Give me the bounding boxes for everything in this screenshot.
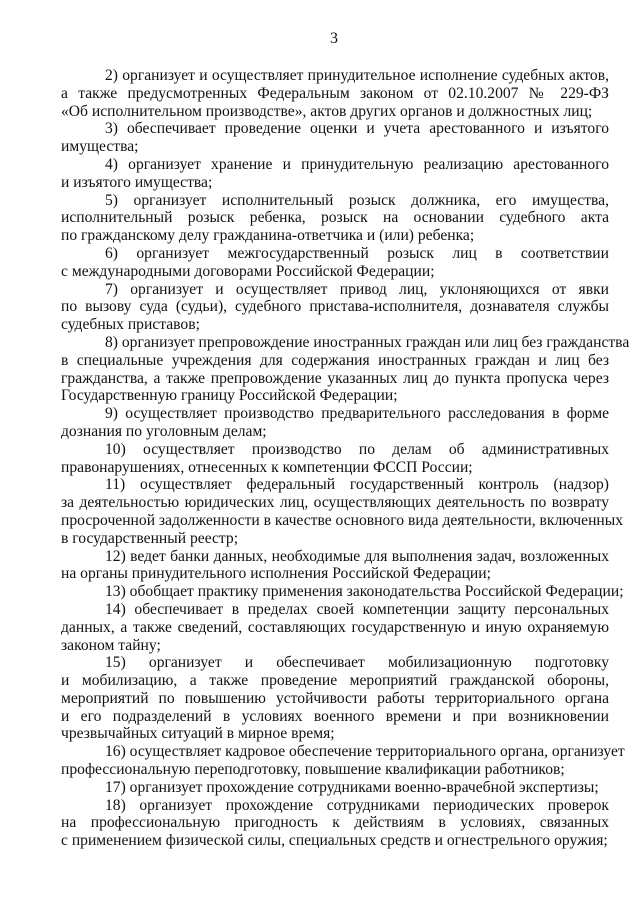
text-line: исполнительный розыск ребенка, розыск на основании судебного акта — [61, 209, 609, 227]
text-line: 11) осуществляет федеральный государственный контроль (надзор) — [105, 476, 609, 494]
text-line: 3) обеспечивает проведение оценки и учета арестованного и изъятого — [105, 120, 609, 138]
text-line: имущества; — [61, 138, 139, 156]
text-line: 2) организует и осуществляет принудительное исполнение судебных актов, — [105, 67, 609, 84]
list-item — [61, 67, 609, 120]
text-line: мероприятий по повышению устойчивости работы территориального органа — [61, 689, 609, 707]
text-line: Государственную границу Российской Федерации; — [61, 387, 398, 405]
list-item — [61, 654, 609, 743]
text-line: 10) осуществляет производство по делам об административных — [105, 440, 609, 458]
list-item — [61, 281, 609, 334]
text-line: данных, а также сведений, составляющих государственную и иную охраняемую — [61, 618, 609, 636]
list-item — [61, 583, 624, 601]
list-item — [61, 120, 609, 156]
text-line: просроченной задолженности в качестве основного вида деятельности, включенных — [61, 511, 624, 529]
text-line: по гражданскому делу гражданина-ответчика и (или) ребенка; — [61, 227, 475, 245]
page-number: 3 — [330, 30, 338, 47]
text-line: по вызову суда (судьи), судебного пристава-исполнителя, дознавателя службы — [61, 298, 609, 316]
text-line: 5) организует исполнительный розыск должника, его имущества, — [105, 191, 609, 209]
text-line: 7) организует и осуществляет привод лиц, уклоняющихся от явки — [105, 280, 609, 298]
text-line: на профессиональную пригодность к действиям в условиях, связанных — [61, 814, 609, 832]
text-line: 6) организует межгосударственный розыск лиц в соответствии — [105, 244, 609, 262]
text-line: в государственный реестр; — [61, 529, 239, 547]
text-line: 4) организует хранение и принудительную реализацию арестованного — [105, 155, 609, 173]
text-line: с международными договорами Российской Федерации; — [61, 262, 435, 280]
list-item — [61, 192, 609, 245]
list-item — [61, 245, 609, 281]
text-line: 15) организует и обеспечивает мобилизационную подготовку — [105, 654, 609, 672]
text-line: 17) организует прохождение сотрудниками военно-врачебной экспертизы; — [105, 778, 599, 796]
text-line: 12) ведет банки данных, необходимые для выполнения задач, возложенных — [105, 547, 609, 565]
document-body — [61, 67, 630, 850]
list-item — [61, 441, 609, 477]
text-line: правонарушениях, отнесенных к компетенции ФССП России; — [61, 458, 473, 476]
text-line: судебных приставов; — [61, 316, 200, 334]
text-line: и его подразделений в условиях военного времени и при возникновении — [61, 707, 609, 725]
text-line: «Об исполнительном производстве», актов других органов и должностных лиц; — [61, 102, 593, 120]
list-item — [61, 743, 625, 779]
text-line: с применением физической силы, специальных средств и огнестрельного оружия; — [61, 832, 608, 850]
list-item — [61, 548, 609, 584]
list-item — [61, 405, 609, 441]
text-line: и мобилизацию, а также проведение мероприятий гражданской обороны, — [61, 672, 609, 690]
text-line: 14) обеспечивает в пределах своей компетенции защиту персональных — [105, 600, 609, 618]
text-line: профессиональную переподготовку, повышение квалификации работников; — [61, 761, 565, 779]
text-line: а также предусмотренных Федеральным законом от 02.10.2007 № 229-ФЗ — [61, 84, 609, 102]
text-line: 16) осуществляет кадровое обеспечение территориального органа, организует — [105, 743, 625, 761]
text-line: и изъятого имущества; — [61, 173, 213, 191]
list-item — [61, 333, 630, 405]
list-item — [61, 779, 609, 797]
text-line: законом тайну; — [61, 636, 161, 654]
list-item — [61, 156, 609, 192]
list-item — [61, 797, 609, 850]
text-line: дознания по уголовным делам; — [61, 422, 267, 440]
list-item — [61, 476, 624, 547]
text-line: 13) обобщает практику применения законодательства Российской Федерации; — [105, 583, 624, 601]
text-line: 9) осуществляет производство предварительного расследования в форме — [105, 405, 609, 423]
text-line: гражданства, а также препровождение указанных лиц до пункта пропуска через — [61, 369, 609, 387]
text-line: за деятельностью юридических лиц, осуществляющих деятельность по возврату — [61, 494, 609, 512]
text-line: 18) организует прохождение сотрудниками периодических проверок — [105, 796, 609, 814]
list-item — [61, 601, 609, 654]
text-line: 8) организует препровождение иностранных граждан или лиц без гражданства — [105, 333, 630, 351]
text-line: на органы принудительного исполнения Российской Федерации; — [61, 565, 491, 583]
text-line: в специальные учреждения для содержания иностранных граждан и лиц без — [61, 351, 609, 369]
text-line: чрезвычайных ситуаций в мирное время; — [61, 725, 335, 743]
